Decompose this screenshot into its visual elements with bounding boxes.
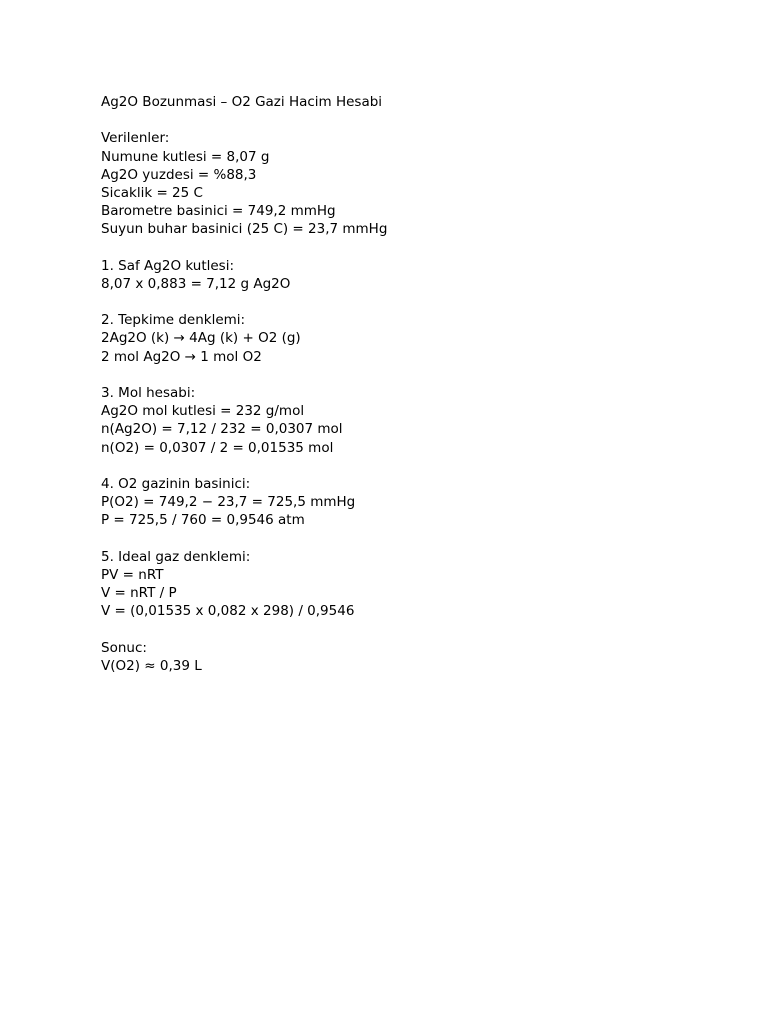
step3-line: n(O2) = 0,0307 / 2 = 0,01535 mol (101, 439, 334, 456)
step2-block (101, 311, 721, 366)
given-block (101, 129, 721, 238)
given-line: Barometre basinici = 749,2 mmHg (101, 203, 336, 220)
result-line: V(O2) ≈ 0,39 L (101, 657, 202, 674)
step5-line: V = (0,01535 x 0,082 x 298) / 0,9546 (101, 603, 355, 620)
step4-block (101, 475, 721, 530)
document-page (101, 93, 721, 675)
step5-block (101, 548, 721, 621)
step1-heading: 1. Saf Ag2O kutlesi: (101, 257, 235, 274)
given-line: Suyun buhar basinici (25 C) = 23,7 mmHg (101, 221, 388, 238)
title-block (101, 93, 721, 111)
given-heading: Verilenler: (101, 130, 170, 147)
step5-line: PV = nRT (101, 566, 164, 583)
given-line: Ag2O yuzdesi = %88,3 (101, 166, 257, 183)
step2-line: 2Ag2O (k) → 4Ag (k) + O2 (g) (101, 330, 301, 347)
result-heading: Sonuc: (101, 639, 147, 656)
step2-line: 2 mol Ag2O → 1 mol O2 (101, 348, 262, 365)
step3-heading: 3. Mol hesabi: (101, 385, 196, 401)
step4-line: P(O2) = 749,2 − 23,7 = 725,5 mmHg (101, 494, 356, 511)
step5-heading: 5. Ideal gaz denklemi: (101, 548, 251, 565)
given-line: Numune kutlesi = 8,07 g (101, 148, 270, 165)
step3-block (101, 384, 721, 457)
step4-line: P = 725,5 / 760 = 0,9546 atm (101, 512, 305, 529)
step1-block (101, 257, 721, 293)
step4-heading: 4. O2 gazinin basinici: (101, 475, 251, 492)
result-block (101, 639, 721, 675)
step3-line: Ag2O mol kutlesi = 232 g/mol (101, 403, 305, 420)
step5-line: V = nRT / P (101, 585, 177, 602)
given-line: Sicaklik = 25 C (101, 184, 203, 201)
step2-heading: 2. Tepkime denklemi: (101, 312, 246, 329)
document-title: Ag2O Bozunmasi – O2 Gazi Hacim Hesabi (101, 94, 383, 110)
step1-line: 8,07 x 0,883 = 7,12 g Ag2O (101, 275, 291, 292)
step3-line: n(Ag2O) = 7,12 / 232 = 0,0307 mol (101, 421, 343, 438)
